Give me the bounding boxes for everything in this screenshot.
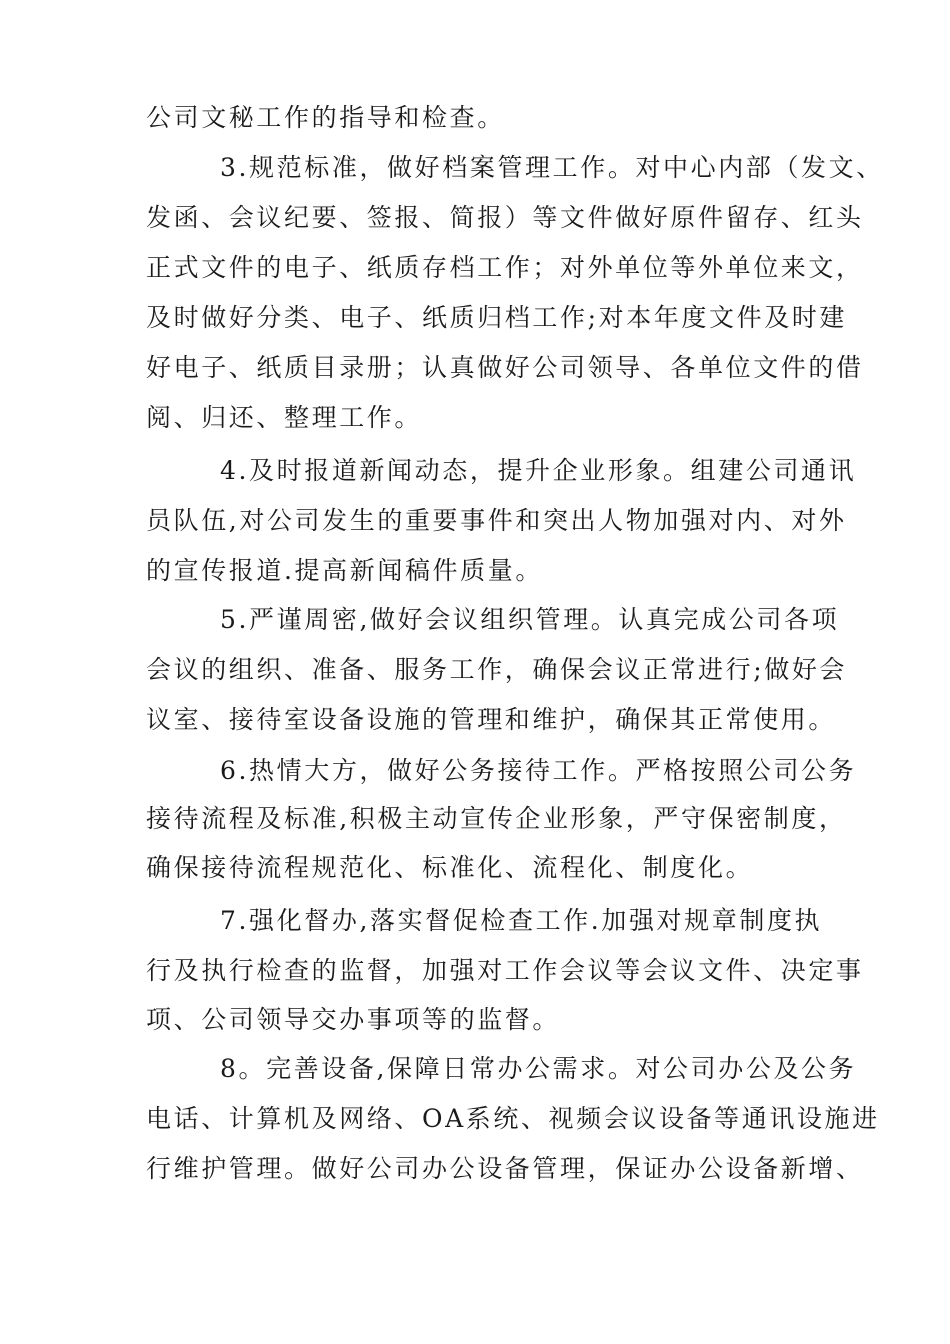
- text-line: 行维护管理。做好公司办公设备管理，保证办公设备新增、: [146, 1154, 864, 1183]
- text-line: 的宣传报道.提高新闻稿件质量。: [146, 556, 543, 585]
- text-line: 项、公司领导交办事项等的监督。: [146, 1005, 561, 1034]
- text-line: 会议的组织、准备、服务工作，确保会议正常进行;做好会: [146, 655, 848, 684]
- text-line: 接待流程及标准,积极主动宣传企业形象，严守保密制度，: [146, 804, 847, 833]
- text-line: 议室、接待室设备设施的管理和维护，确保其正常使用。: [146, 705, 837, 734]
- paragraph-3-start: 3.规范标准，做好档案管理工作。对中心内部（发文、: [220, 153, 884, 182]
- text-line: 行及执行检查的监督，加强对工作会议等会议文件、决定事: [146, 956, 864, 985]
- paragraph-4-start: 4.及时报道新闻动态，提升企业形象。组建公司通讯: [220, 456, 857, 485]
- paragraph-7-start: 7.强化督办,落实督促检查工作.加强对规章制度执: [220, 906, 823, 935]
- text-line: 公司文秘工作的指导和检查。: [146, 103, 505, 132]
- paragraph-8-start: 8。完善设备,保障日常办公需求。对公司办公及公务: [220, 1054, 857, 1083]
- text-line: 发函、会议纪要、签报、简报）等文件做好原件留存、红头: [146, 203, 864, 232]
- text-line: 员队伍,对公司发生的重要事件和突出人物加强对内、对外: [146, 506, 847, 535]
- paragraph-6-start: 6.热情大方，做好公务接待工作。严格按照公司公务: [220, 756, 857, 785]
- text-line: 阅、归还、整理工作。: [146, 403, 423, 432]
- paragraph-5-start: 5.严谨周密,做好会议组织管理。认真完成公司各项: [220, 605, 840, 634]
- text-line: 好电子、纸质目录册；认真做好公司领导、各单位文件的借: [146, 353, 864, 382]
- text-line: 电话、计算机及网络、OA系统、视频会议设备等通讯设施进: [146, 1104, 880, 1133]
- text-line: 及时做好分类、电子、纸质归档工作;对本年度文件及时建: [146, 303, 848, 332]
- text-line: 正式文件的电子、纸质存档工作；对外单位等外单位来文，: [146, 253, 864, 282]
- text-line: 确保接待流程规范化、标准化、流程化、制度化。: [146, 853, 754, 882]
